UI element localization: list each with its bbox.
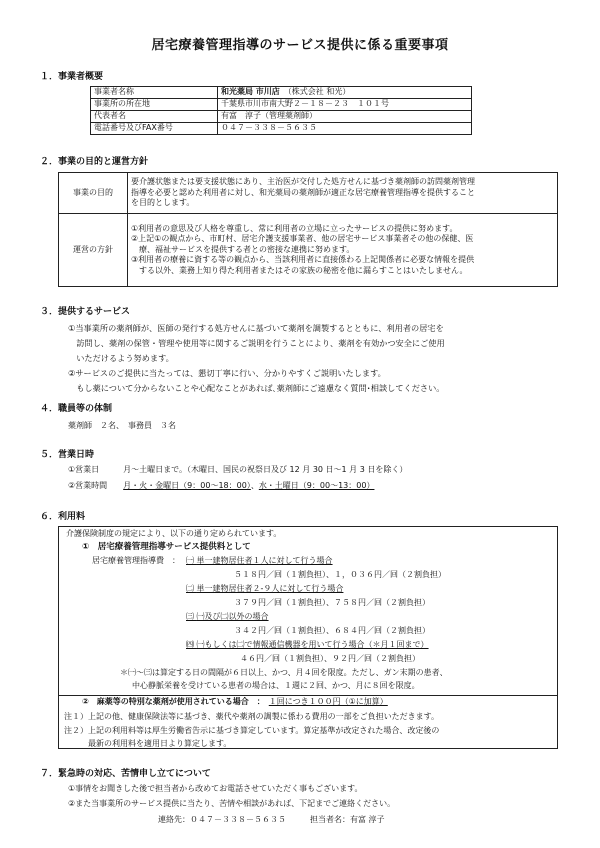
overview-value-name: 和光薬局 市川店 （株式会社 和光） [218,87,472,99]
fee-item-4: ㈣ ㈠もしくは㈡で情報通信機器を用いて行う場合（＊月１回まで） [186,640,429,649]
page-title: 居宅療養管理指導のサービス提供に係る重要事項 [151,38,449,53]
overview-value-phone: ０４７－３３８－５６３５ [218,123,472,135]
fee-item-3-price: ３４２円／回（１割負担）、６８４円／回（２割負担） [234,626,430,635]
policy-text: ①利用者の意思及び人格を尊重し、常に利用者の立場に立ったサービスの提供に努めます。 ②上記①の観点から、市町村、居宅介護支援事業者、他の居宅サービス事業者その他の保健、医 療、福祉サービスを提供する者との密接な連携に努めます。 ③利用者の療養に資する等の観点から、当該利用者に直接係わる上記関係者に必要な情報を提供 する以外、業務上知り得た利用者またはその家族の秘密を他に漏らすことはいたしません。 [128,214,558,287]
business-overview-table [90,86,472,135]
fee-note-2b: 最新の利用料を適用日より算定します。 [64,739,232,748]
overview-label-phone: 電話番号及びFAX番号 [91,123,218,135]
purpose-label: 事業の目的 [59,173,128,214]
section-4-heading: ４．職員等の体制 [40,404,113,414]
fee-note-a: ＊㈠～㈢は算定する日の間隔が６日以上、かつ、月４回を限度。ただし、ガン末期の患者、 [120,668,448,677]
purpose-text: 要介護状態または要支援状態にあり、主治医が交付した処方せんに基づき薬剤師の訪問薬剤管理 指導を必要と認めた利用者に対し、和光薬局の薬剤師が適正な居宅療養管理指導を提供すること を目的とします。 [128,173,558,214]
emergency-line-1: ①事情をお聞きした後で担当者から改めてお電話させていただく事もございます。 [68,784,363,793]
section-3-heading: ３．提供するサービス [40,307,131,317]
fee-item-3: ㈢ ㈠及び㈡以外の場合 [186,612,269,621]
section-6-heading: ６．利用料 [40,512,86,522]
overview-value-address: 千葉県市川市南大野２－１８－２３ １０１号 [218,99,472,111]
section-1-heading: １．事業者概要 [40,72,104,82]
fee-item-2-price: ３７９円／回（１割負担）、７５８円／回（２割負担） [234,598,430,607]
fee-intro: 介護保険制度の規定により、以下の通り定められています。 [66,529,282,538]
fee-label: 居宅療養管理指導費 ： [92,556,180,565]
business-days: ①営業日 月～土曜日まで。（木曜日、国民の祝祭日及び 12 月 30 日～1 月 3 日を除く） [68,465,408,474]
fee-sub2: ② 麻薬等の特別な薬剤が使用されている場合 ： １回につき１００円（①に加算） [82,697,388,706]
fee-sub1-heading: ① 居宅療養管理指導サービス提供料として [82,542,251,552]
fee-item-2: ㈡ 単一建物居住者２-９人に対して行う場合 [186,584,344,593]
overview-label-address: 事業所の所在地 [91,99,218,111]
overview-label-representative: 代表者名 [91,111,218,123]
staff-text: 薬剤師 ２名、 事務員 ３名 [68,421,176,430]
business-hours: ②営業時間 月・火・金曜日（9：00～18：00）、水・土曜日（9：00～13：00） [68,481,375,490]
contact-info: 連絡先：０４７－３３８－５６３５ 担当者名：有富 淳子 [158,815,385,824]
fee-item-1: ㈠ 単一建物居住者１人に対して行う場合 [186,556,333,565]
purpose-policy-table [58,172,558,287]
overview-label-name: 事業者名称 [91,87,218,99]
policy-label: 運営の方針 [59,214,128,287]
emergency-line-2: ②また当事業所のサービス提供に当たり、苦情や相談があれば、下記までご連絡ください。 [68,799,396,808]
fee-note-b: 中心静脈栄養を受けている患者の場合は、１週に２回、かつ、月に８回を限度。 [132,681,420,690]
overview-value-representative: 有富 淳子（管理薬剤師） [218,111,472,123]
section-2-heading: ２．事業の目的と運営方針 [40,157,149,167]
fee-note-1: 注１）上記の他、健康保険法等に基づき、薬代や薬剤の調製に係わる費用の一部をご負担いただきます。 [64,712,440,721]
fee-note-2: 注２）上記の利用料等は厚生労働省告示に基づき算定しています。算定基準が改定された場合、改定後の [64,726,440,735]
fee-item-4-price: ４６円／回（１割負担）、９２円／回（２割負担） [240,654,420,663]
section-5-heading: ５．営業日時 [40,450,95,460]
fee-item-1-price: ５１８円／回（１割負担）、１，０３６円／回（２割負担） [234,570,446,579]
services-text: ①当事業所の薬剤師が、医師の発行する処方せんに基づいて薬剤を調製するとともに、利用者の居宅を 訪問し、薬剤の保管・管理や使用等に関するご説明を行うことにより、薬剤を有効かつ安全にご使用 いただけるよう努めます。 ②サービスのご提供に当たっては、懇切丁寧に行い、分かりやすくご説明いたします。 もし薬について分からないことや心配なことがあれば､薬剤師にご遠慮なく質問･相談してください。 [68,323,445,393]
section-7-heading: ７．緊急時の対応、苦情申し立てについて [40,769,211,779]
